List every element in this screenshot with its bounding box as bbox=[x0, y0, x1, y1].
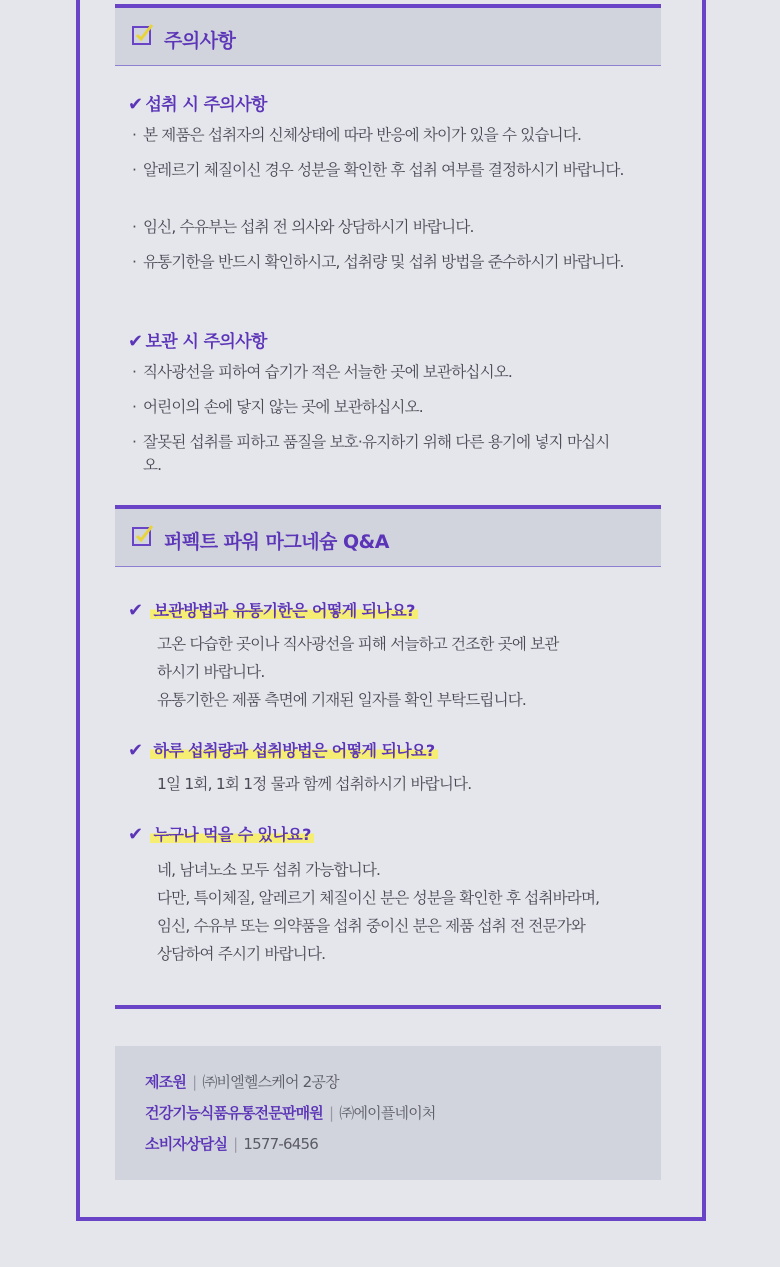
qa-answer bbox=[157, 630, 657, 714]
cs-value: 1577-6456 bbox=[243, 1135, 318, 1153]
checkmark-icon: ✔ bbox=[128, 600, 143, 621]
checkmark-icon: ✔ bbox=[128, 824, 143, 845]
qa-answer-line: 상담하여 주시기 바랍니다. bbox=[157, 945, 326, 963]
storage-item-text: 잘못된 섭취를 피하고 품질을 보호·유지하기 위해 다른 용기에 넣지 마십시오. bbox=[143, 433, 610, 474]
list-item: · 유통기한을 반드시 확인하시고, 섭취량 및 섭취 방법을 준수하시기 바랍니다. bbox=[132, 251, 632, 274]
list-item: · 알레르기 체질이신 경우 성분을 확인한 후 섭취 여부를 결정하시기 바랍니다. bbox=[132, 159, 632, 182]
intake-heading-label: 섭취 시 주의사항 bbox=[145, 95, 267, 115]
cs-label: 소비자상담실 bbox=[145, 1135, 228, 1153]
qa-section-header bbox=[115, 505, 661, 567]
list-item: · 임신, 수유부는 섭취 전 의사와 상담하시기 바랍니다. bbox=[132, 216, 657, 239]
list-item: · 잘못된 섭취를 피하고 품질을 보호·유지하기 위해 다른 용기에 넣지 마십시오. bbox=[132, 431, 612, 477]
qa-answer-line: 네, 남녀노소 모두 섭취 가능합니다. bbox=[157, 861, 381, 879]
checkmark-icon: ✔ bbox=[128, 94, 143, 115]
storage-item-text: 어린이의 손에 닿지 않는 곳에 보관하십시오. bbox=[143, 398, 423, 416]
storage-heading bbox=[128, 327, 267, 352]
cs-line: 소비자상담실 | 1577-6456 bbox=[145, 1135, 318, 1153]
maker-label: 제조원 bbox=[145, 1073, 187, 1091]
caution-section-header bbox=[115, 4, 661, 66]
qa-answer-line: 1일 1회, 1회 1정 물과 함께 섭취하시기 바랍니다. bbox=[157, 775, 472, 793]
seller-line: 건강기능식품유통전문판매원 | ㈜에이플네이처 bbox=[145, 1104, 436, 1122]
qa-question bbox=[128, 738, 438, 761]
intake-item-text: 알레르기 체질이신 경우 성분을 확인한 후 섭취 여부를 결정하시기 바랍니다. bbox=[143, 161, 624, 179]
checkmark-icon: ✔ bbox=[128, 740, 143, 761]
intake-item-text: 임신, 수유부는 섭취 전 의사와 상담하시기 바랍니다. bbox=[143, 218, 474, 236]
qa-title: 퍼펙트 파워 마그네슘 Q&A bbox=[164, 531, 389, 553]
list-item: · 본 제품은 섭취자의 신체상태에 따라 반응에 차이가 있을 수 있습니다. bbox=[132, 124, 657, 147]
maker-line: 제조원 | ㈜비엘헬스케어 2공장 bbox=[145, 1073, 339, 1091]
qa-answer-line: 다만, 특이체질, 알레르기 체질이신 분은 성분을 확인한 후 섭취바라며, bbox=[157, 889, 600, 907]
qa-answer bbox=[157, 770, 657, 798]
maker-value: ㈜비엘헬스케어 2공장 bbox=[202, 1073, 339, 1091]
seller-label: 건강기능식품유통전문판매원 bbox=[145, 1104, 323, 1122]
qa-answer-line: 유통기한은 제품 측면에 기재된 일자를 확인 부탁드립니다. bbox=[157, 691, 527, 709]
storage-heading-label: 보관 시 주의사항 bbox=[145, 332, 267, 352]
qa-question-text: 누구나 먹을 수 있나요? bbox=[150, 825, 313, 844]
list-item: · 직사광선을 피하여 습기가 적은 서늘한 곳에 보관하십시오. bbox=[132, 361, 657, 384]
checkbox-icon bbox=[132, 524, 154, 546]
qa-question-text: 하루 섭취량과 섭취방법은 어떻게 되나요? bbox=[150, 741, 437, 760]
storage-item-text: 직사광선을 피하여 습기가 적은 서늘한 곳에 보관하십시오. bbox=[143, 363, 513, 381]
seller-value: ㈜에이플네이처 bbox=[339, 1104, 436, 1122]
list-item: · 어린이의 손에 닿지 않는 곳에 보관하십시오. bbox=[132, 396, 657, 419]
intake-item-text: 유통기한을 반드시 확인하시고, 섭취량 및 섭취 방법을 준수하시기 바랍니다. bbox=[143, 253, 624, 271]
company-info-box bbox=[115, 1046, 661, 1180]
qa-answer-line: 고온 다습한 곳이나 직사광선을 피해 서늘하고 건조한 곳에 보관 bbox=[157, 635, 559, 653]
section-divider bbox=[115, 1005, 661, 1009]
intake-item-text: 본 제품은 섭취자의 신체상태에 따라 반응에 차이가 있을 수 있습니다. bbox=[143, 126, 582, 144]
caution-title: 주의사항 bbox=[164, 30, 236, 52]
qa-question-text: 보관방법과 유통기한은 어떻게 되나요? bbox=[150, 601, 417, 620]
qa-answer-line: 하시기 바랍니다. bbox=[157, 663, 265, 681]
qa-answer-line: 임신, 수유부 또는 의약품을 섭취 중이신 분은 제품 섭취 전 전문가와 bbox=[157, 917, 586, 935]
qa-question bbox=[128, 822, 314, 845]
checkmark-icon: ✔ bbox=[128, 331, 143, 352]
checkbox-icon bbox=[132, 23, 154, 45]
qa-answer bbox=[157, 856, 657, 968]
intake-heading bbox=[128, 90, 267, 115]
qa-question bbox=[128, 598, 418, 621]
